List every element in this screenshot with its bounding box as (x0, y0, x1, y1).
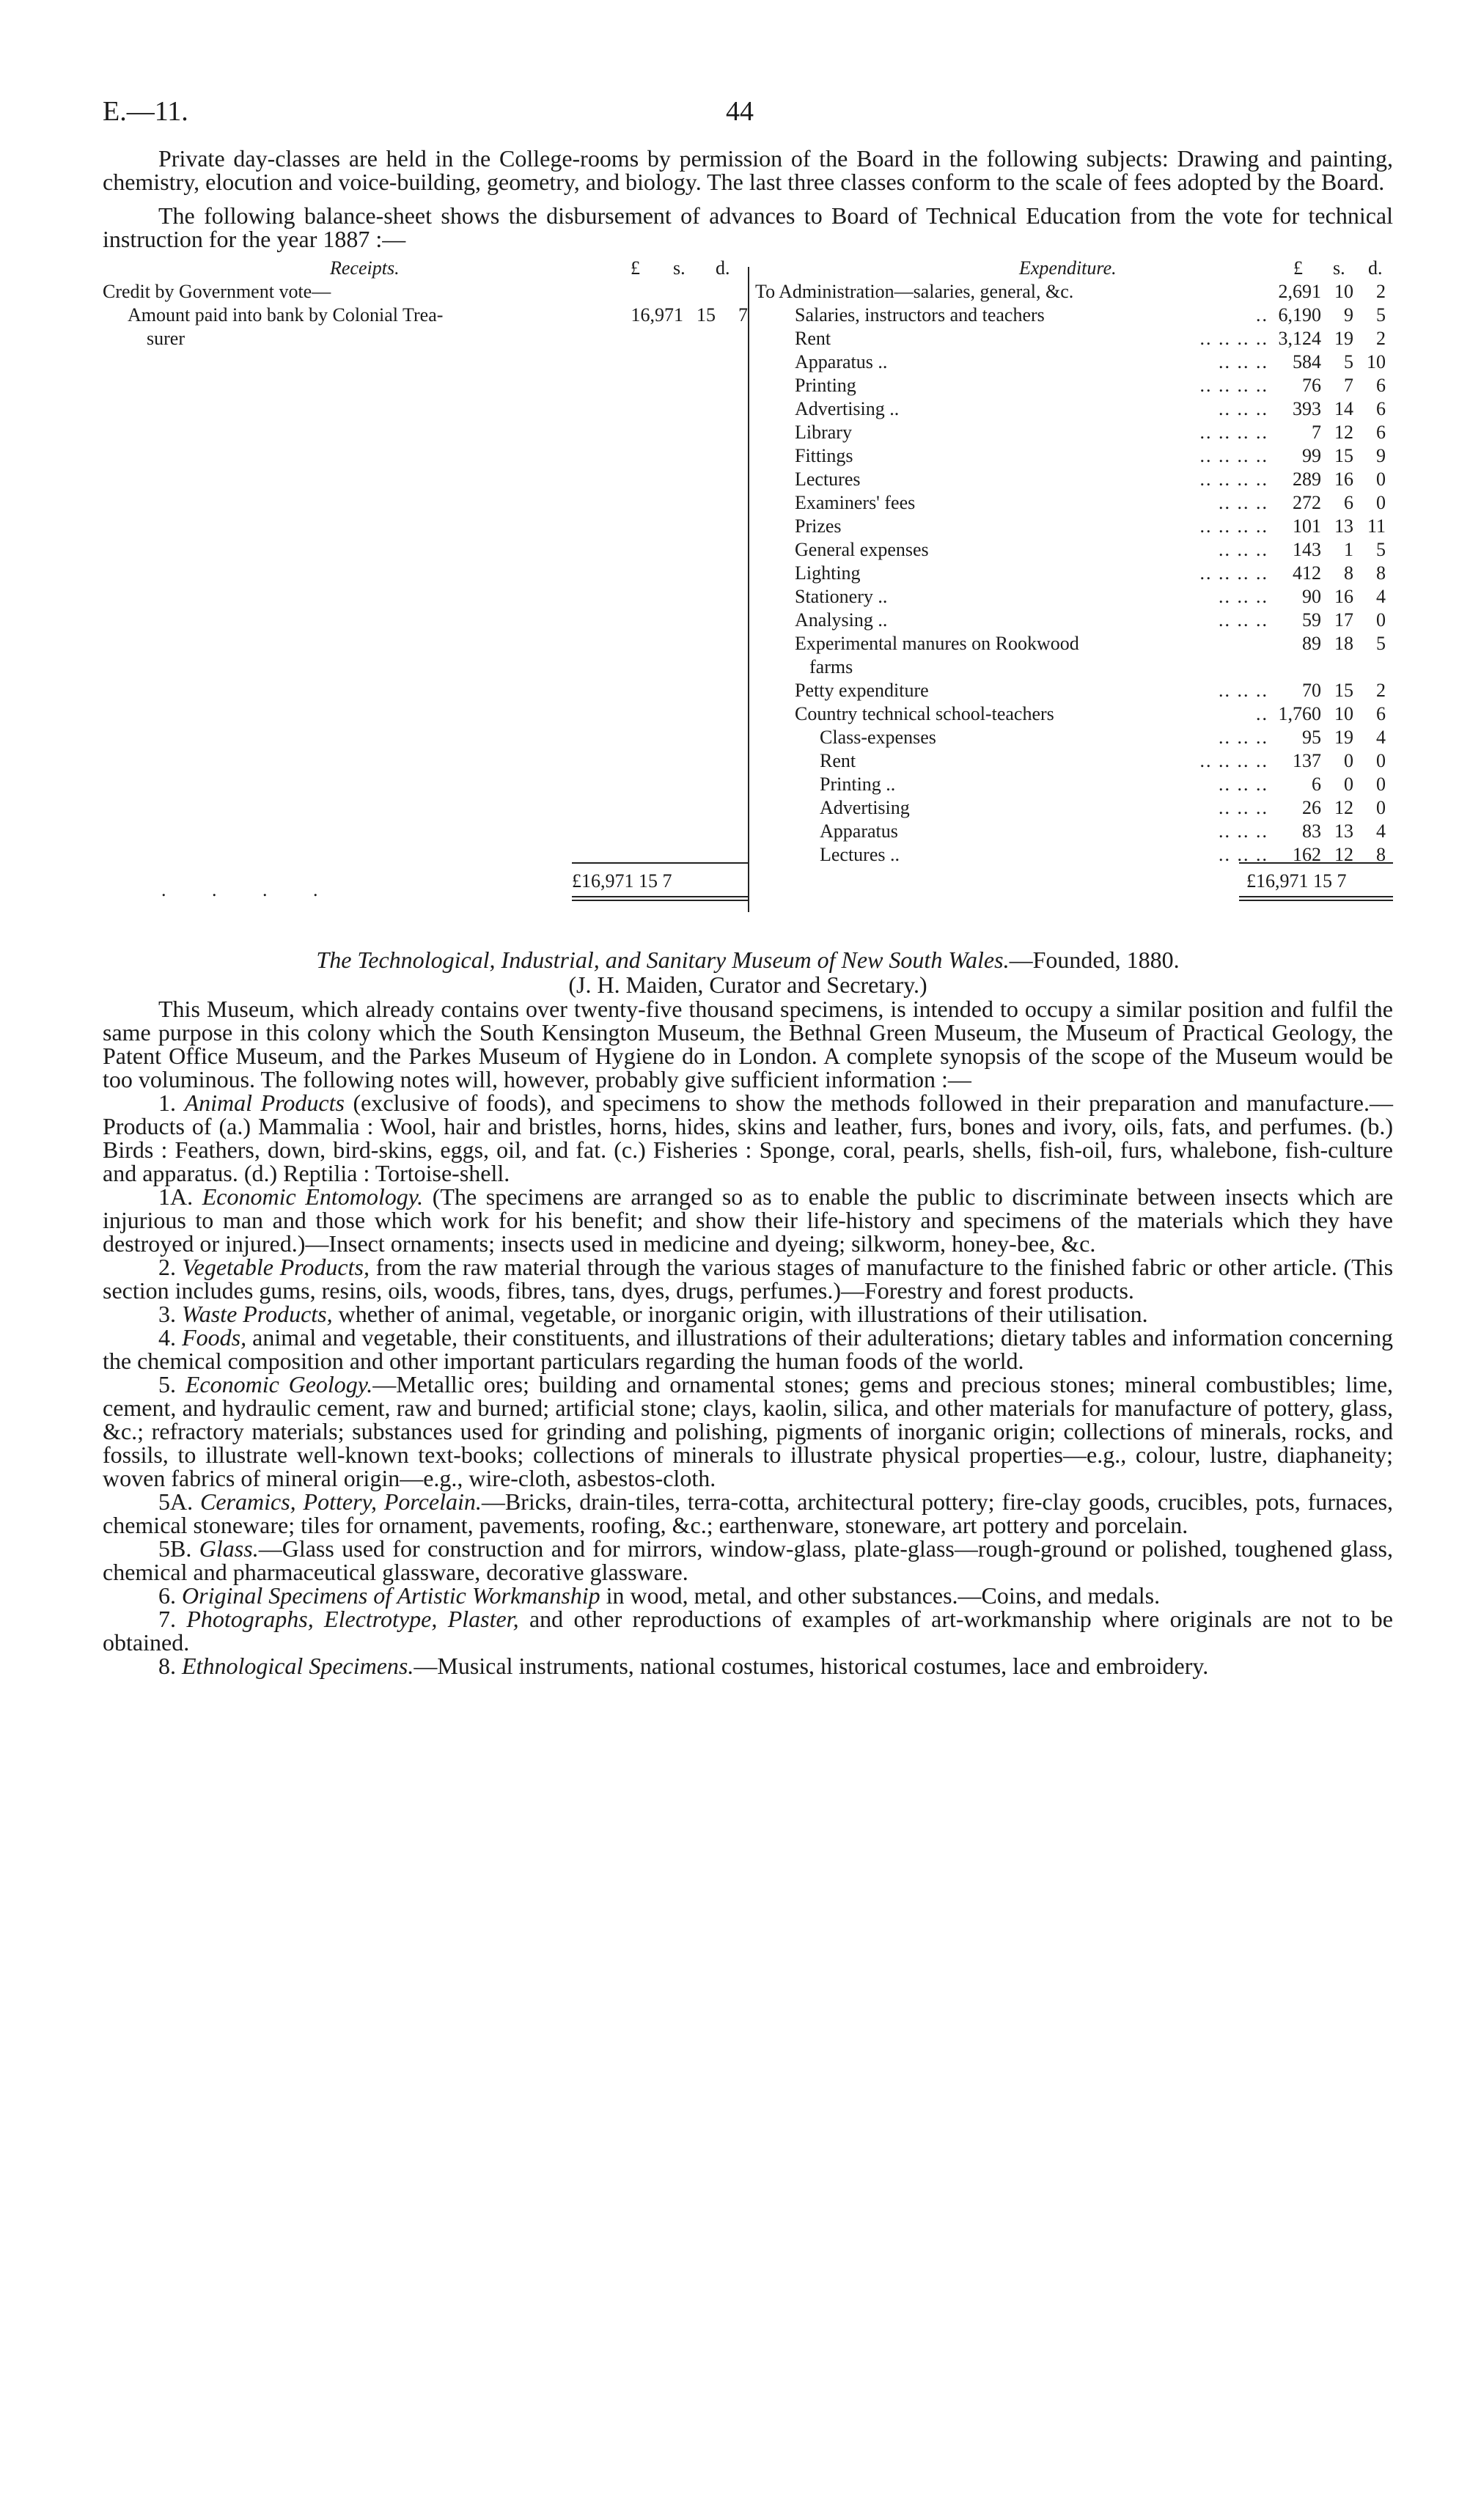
leader-dots: .. .. .. (1219, 539, 1268, 560)
expenditure-row (755, 820, 1393, 843)
expenditure-amount: 289 16 0 (1293, 469, 1386, 490)
museum-item (103, 1607, 1393, 1654)
item-title: Original Specimens of Artistic Workmanship (182, 1582, 600, 1609)
margin-dots: . . . . (161, 879, 339, 900)
expenditure-row (755, 280, 1393, 304)
expenditure-label: Petty expenditure (795, 680, 929, 701)
receipt-line: Amount paid into bank by Colonial Trea- (128, 304, 444, 326)
item-text: —Musical instruments, national costumes, historical costumes, lace and embroidery. (414, 1653, 1209, 1679)
expenditure-row (755, 515, 1393, 538)
expenditure-amount: 137 0 0 (1293, 750, 1386, 771)
expenditure-label: Rent (820, 750, 856, 771)
expenditure-row (755, 491, 1393, 515)
item-text: —Glass used for construction and for mirrors, window-glass, plate-glass—rough-ground or polished, toughened glass, chemical and pharmaceutical glassware, decorative glassware. (103, 1535, 1394, 1585)
expenditure-label: Prizes (795, 515, 842, 537)
leader-dots: .. .. .. (1219, 727, 1268, 748)
expenditure-double-rule (1239, 896, 1393, 901)
expenditure-row (755, 397, 1393, 421)
expenditure-label: Rent (795, 328, 831, 349)
intro-paragraph-classes: Private day-classes are held in the College-rooms by permission of the Board in the following subjects: Drawing and painting, chemistry, elocution and voice-building, geometry, and biology. The last three classes conform to the scale of fees adopted by the Board. (103, 145, 1393, 195)
expenditure-amount: 70 15 2 (1302, 680, 1386, 701)
item-number: 5A. (158, 1488, 194, 1515)
expenditure-amount: 95 19 4 (1302, 727, 1386, 748)
expenditure-amount: 6,190 9 5 (1278, 304, 1386, 326)
expenditure-row (755, 609, 1393, 632)
receipt-line: surer (147, 328, 185, 349)
expenditure-amount: 99 15 9 (1302, 445, 1386, 466)
museum-item (103, 1537, 1393, 1584)
expenditure-amount: 162 12 8 (1293, 844, 1386, 865)
leader-dots: .. (1256, 304, 1268, 326)
expenditure-amount: 143 1 5 (1293, 539, 1386, 560)
leader-dots: .. .. .. (1219, 492, 1268, 513)
expenditure-row (755, 350, 1393, 374)
pence-header: d. (716, 257, 730, 279)
expenditure-label: Experimental manures on Rookwood (795, 633, 1079, 654)
expenditure-row (755, 538, 1393, 562)
item-text: (The specimens are arranged so as to enable the public to discriminate between insects which are injurious to man and those which work for his benefit; and show their life-history and specimens of the materials which they have destroyed or injured.)—Insect ornaments; insects used in medicine and dyeing; silkworm, honey-bee, &c. (103, 1183, 1394, 1257)
expenditure-label: To Administration—salaries, general, &c. (755, 281, 1074, 302)
expenditure-row (755, 444, 1393, 468)
expenditure-label: Analysing .. (795, 609, 888, 631)
leader-dots: .. .. .. (1219, 586, 1268, 607)
expenditure-label: Fittings (795, 445, 853, 466)
expenditure-amount: 101 13 11 (1293, 515, 1386, 537)
pounds-header: £ (631, 257, 640, 279)
receipts-heading: Receipts. (330, 257, 400, 279)
item-number: 8. (158, 1653, 176, 1679)
expenditure-row (755, 702, 1393, 726)
leader-dots: .. .. .. (1219, 820, 1268, 842)
museum-title-italic: The Technological, Industrial, and Sanitary Museum of New South Wales. (316, 947, 1010, 973)
pence-header: d. (1368, 257, 1383, 279)
expenditure-row (755, 585, 1393, 609)
item-number: 1. (158, 1090, 176, 1116)
expenditure-heading: Expenditure. (1019, 257, 1117, 279)
item-title: Ceramics, Pottery, Porcelain. (200, 1488, 482, 1515)
item-title: Foods, (182, 1324, 247, 1351)
item-number: 5B. (158, 1535, 192, 1562)
museum-item (103, 1185, 1393, 1255)
expenditure-column (755, 257, 1393, 931)
item-title: Economic Entomology. (202, 1183, 424, 1210)
item-number: 7. (158, 1606, 176, 1632)
page-header (103, 95, 1393, 147)
shillings-header: s. (673, 257, 686, 279)
receipts-total: £16,971 15 7 (572, 870, 672, 892)
item-title: Vegetable Products, (182, 1254, 370, 1280)
expenditure-label: Stationery .. (795, 586, 888, 607)
leader-dots: .. .. .. (1219, 609, 1268, 631)
leader-dots: .. .. .. (1219, 398, 1268, 419)
expenditure-row (755, 726, 1393, 749)
column-divider (748, 267, 749, 912)
leader-dots: .. .. .. (1219, 844, 1268, 865)
expenditure-amount: 272 6 0 (1293, 492, 1386, 513)
leader-dots: .. .. .. .. (1199, 328, 1268, 349)
expenditure-row (755, 749, 1393, 773)
expenditure-amount: 412 8 8 (1293, 562, 1386, 584)
intro-paragraph-balance: The following balance-sheet shows the disbursement of advances to Board of Technical Education from the vote for technical instruction for the year 1887 :— (103, 202, 1393, 252)
expenditure-row (755, 304, 1393, 327)
museum-item (103, 1490, 1393, 1537)
museum-item (103, 1373, 1393, 1490)
shillings-header: s. (1333, 257, 1345, 279)
leader-dots: .. .. .. .. (1199, 469, 1268, 490)
item-text: —Bricks, drain-tiles, terra-cotta, architectural pottery; fire-clay goods, crucibles, pots, furnaces, chemical stoneware; tiles for ornament, pavements, roofing, &c.; earthenware, stoneware, art pottery and porcelain. (103, 1488, 1394, 1538)
expenditure-label: Country technical school-teachers (795, 703, 1054, 724)
item-text: —Metallic ores; building and ornamental stones; gems and precious stones; mineral combustibles; lime, cement, and hydraulic cement, raw and burned; artificial stone; clays, kaolin, silica, and other materials for manufacture of pottery, glass, &c.; refractory materials; substances used for grinding and polishing, pigments of inorganic origin; collections of minerals, rocks, and fossils, to illustrate well-known text-books; collections of minerals to illustrate physical properties—e.g., colour, lustre, diaphaneity; woven fabrics of mineral origin—e.g., wire-cloth, asbestos-cloth. (103, 1371, 1394, 1491)
expenditure-label: Printing .. (820, 774, 896, 795)
leader-dots: .. .. .. .. (1199, 515, 1268, 537)
leader-dots: .. .. .. (1219, 680, 1268, 701)
item-text: and other reproductions of examples of art-workmanship where originals are not to be obtained. (103, 1606, 1394, 1656)
expenditure-amount: 26 12 0 (1302, 797, 1386, 818)
expenditure-row (755, 374, 1393, 397)
receipts-total-rule (572, 862, 748, 864)
item-title: Economic Geology. (185, 1371, 373, 1397)
museum-item (103, 1584, 1393, 1607)
museum-intro: This Museum, which already contains over twenty-five thousand specimens, is intended to occupy a similar position and fulfil the same purpose in this colony which the South Kensington Museum, the Bethnal Green Museum, the Museum of Practical Geology, the Patent Office Museum, and the Parkes Museum of Hygiene do in London. A complete synopsis of the scope of the Museum would be too voluminous. The following notes will, however, probably give sufficient information :— (103, 996, 1393, 1092)
expenditure-label: Salaries, instructors and teachers (795, 304, 1045, 326)
museum-subtitle: (J. H. Maiden, Curator and Secretary.) (568, 971, 927, 998)
expenditure-amount (1255, 655, 1386, 679)
item-number: 6. (158, 1582, 176, 1609)
expenditure-amount: 7 12 6 (1312, 422, 1386, 443)
expenditure-label: Apparatus .. (795, 351, 888, 372)
expenditure-amount: 393 14 6 (1293, 398, 1386, 419)
item-number: 3. (158, 1301, 176, 1327)
expenditure-label: Lectures (795, 469, 861, 490)
museum-title-founded: —Founded, 1880. (1009, 947, 1180, 973)
expenditure-amount: 90 16 4 (1302, 586, 1386, 607)
item-text: from the raw material through the various stages of manufacture to the finished fabric or other article. (This section includes gums, resins, oils, woods, fibres, tans, dyes, drugs, perfumes.)—Forestry and forest products. (103, 1254, 1394, 1304)
expenditure-total-rule (1239, 862, 1393, 864)
expenditure-amount: 1,760 10 6 (1278, 703, 1386, 724)
item-number: 2. (158, 1254, 176, 1280)
museum-title (103, 947, 1393, 972)
expenditure-label: Library (795, 422, 852, 443)
expenditure-label: Class-expenses (820, 727, 936, 748)
expenditure-row (755, 421, 1393, 444)
receipt-line: Credit by Government vote— (103, 281, 331, 302)
museum-item (103, 1255, 1393, 1302)
museum-items (103, 1091, 1393, 1678)
receipts-double-rule (572, 896, 748, 901)
expenditure-label: Printing (795, 375, 856, 396)
museum-item (103, 1326, 1393, 1373)
expenditure-amount: 59 17 0 (1302, 609, 1386, 631)
expenditure-label: Examiners' fees (795, 492, 916, 513)
expenditure-row (755, 327, 1393, 350)
expenditure-label: Advertising (820, 797, 910, 818)
leader-dots: .. .. .. .. (1199, 750, 1268, 771)
item-title: Glass. (199, 1535, 259, 1562)
leader-dots: .. .. .. .. (1199, 375, 1268, 396)
expenditure-amount: 2,691 10 2 (1278, 281, 1386, 302)
expenditure-total: £16,971 15 7 (1246, 870, 1347, 892)
museum-item (103, 1654, 1393, 1678)
leader-dots: .. .. .. (1219, 774, 1268, 795)
balance-sheet (103, 257, 1393, 931)
page-number: 44 (726, 96, 754, 127)
report-reference: E.—11. (103, 96, 188, 127)
expenditure-row (755, 468, 1393, 491)
leader-dots: .. (1256, 703, 1268, 724)
expenditure-row (755, 632, 1393, 655)
expenditure-amount: 3,124 19 2 (1278, 328, 1386, 349)
museum-item (103, 1302, 1393, 1326)
leader-dots: .. .. .. .. (1199, 422, 1268, 443)
expenditure-amount: 89 18 5 (1302, 633, 1386, 654)
item-title: Ethnological Specimens. (182, 1653, 414, 1679)
expenditure-amount: 76 7 6 (1302, 375, 1386, 396)
expenditure-row (755, 679, 1393, 702)
item-text: (exclusive of foods), and specimens to show the methods followed in their preparation and manufacture.—Products of (a.) Mammalia : Wool, hair and bristles, horns, hides, skins and leather, furs, bones and ivory, oils, fats, and perfumes. (b.) Birds : Feathers, down, bird-skins, eggs, oil, and fat. (c.) Fisheries : Sponge, coral, pearls, shells, fish-oil, furs, whalebone, fish-culture and apparatus. (d.) Reptilia : Tortoise-shell. (103, 1090, 1394, 1186)
expenditure-row (755, 562, 1393, 585)
museum-item (103, 1091, 1393, 1185)
item-number: 4. (158, 1324, 176, 1351)
item-text: whether of animal, vegetable, or inorganic origin, with illustrations of their utilisation. (332, 1301, 1148, 1327)
leader-dots: .. .. .. (1219, 797, 1268, 818)
expenditure-label: Apparatus (820, 820, 898, 842)
expenditure-label: General expenses (795, 539, 929, 560)
item-text: in wood, metal, and other substances.—Coins, and medals. (600, 1582, 1161, 1609)
leader-dots: .. .. .. .. (1199, 445, 1268, 466)
receipt-amount: 16,971 15 7 (631, 304, 748, 326)
expenditure-label: Lighting (795, 562, 861, 584)
item-title: Animal Products (184, 1090, 345, 1116)
expenditure-row (755, 773, 1393, 796)
item-title: Photographs, Electrotype, Plaster, (186, 1606, 519, 1632)
expenditure-amount: 584 5 10 (1293, 351, 1386, 372)
leader-dots: .. .. .. (1219, 351, 1268, 372)
expenditure-label: Advertising .. (795, 398, 900, 419)
expenditure-amount: 6 0 0 (1312, 774, 1386, 795)
pounds-header: £ (1293, 257, 1303, 279)
item-title: Waste Products, (182, 1301, 333, 1327)
expenditure-row (755, 796, 1393, 820)
expenditure-amount: 83 13 4 (1302, 820, 1386, 842)
expenditure-label: farms (809, 656, 853, 677)
expenditure-row (755, 655, 1393, 679)
expenditure-label: Lectures .. (820, 844, 900, 865)
receipts-column (103, 257, 748, 931)
leader-dots: .. .. .. .. (1199, 562, 1268, 584)
item-number: 5. (158, 1371, 176, 1397)
item-number: 1A. (158, 1183, 194, 1210)
item-text: animal and vegetable, their constituents, and illustrations of their adulterations; dietary tables and information concerning the chemical composition and other important particulars regarding the human foods of the world. (103, 1324, 1394, 1374)
document-page (103, 95, 1393, 1678)
